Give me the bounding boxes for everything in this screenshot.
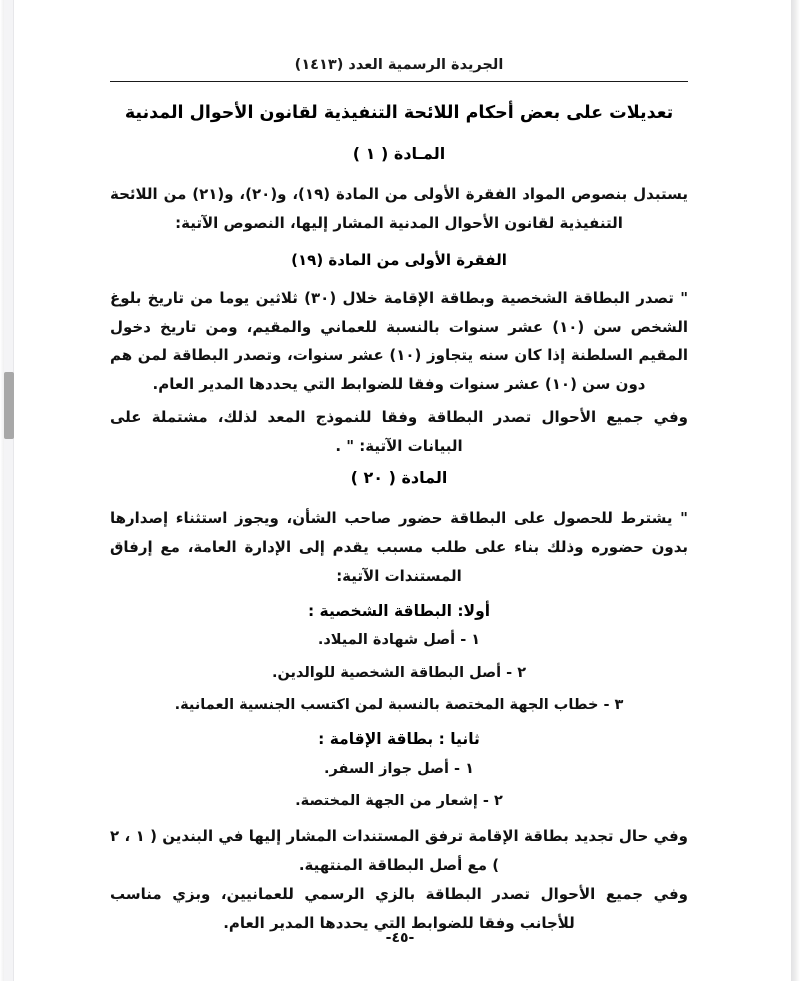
clause-19-body-continued: وفي جميع الأحوال تصدر البطاقة وفقا للنموذج المعد لذلك، مشتملة على البيانات الآتية: " . xyxy=(110,407,688,455)
personal-card-document-list xyxy=(110,629,688,716)
article-twenty-heading: المادة ( ٢٠ ) xyxy=(350,467,448,487)
vertical-scrollbar-track[interactable] xyxy=(4,0,14,981)
list-item: ١ - أصل جواز السفر. xyxy=(324,760,474,777)
section-label-residence-card: ثانيا : بطاقة الإقامة : xyxy=(318,729,480,748)
list-item: ٢ - إشعار من الجهة المختصة. xyxy=(295,792,503,809)
list-item: ١ - أصل شهادة الميلاد. xyxy=(317,632,481,649)
page-title: تعديلات على بعض أحكام اللائحة التنفيذية لقانون الأحوال المدنية xyxy=(124,103,674,124)
section-label-personal-card: أولا: البطاقة الشخصية : xyxy=(307,601,491,620)
running-head: الجريدة الرسمية العدد (١٤١٣) xyxy=(294,57,504,73)
page-number: -٤٥- xyxy=(385,930,415,946)
list-item: ٢ - أصل البطاقة الشخصية للوالدين. xyxy=(271,664,527,681)
residence-card-document-list xyxy=(110,758,688,813)
clause-19-body: " تصدر البطاقة الشخصية وبطاقة الإقامة خلال (٣٠) ثلاثين يوما من تاريخ بلوغ الشخص سن (١٠) عشر سنوات بالنسبة للعماني والمقيم، ومن تاريخ دخول المقيم السلطنة إذا كان سنه يتجاوز (١٠) عشر سنوات، وتصدر البطاقة لمن هم دون سن (١٠) عشر سنوات وفقا للضوابط التي يحددها المدير العام. xyxy=(110,288,689,394)
intro-paragraph: يستبدل بنصوص المواد الفقرة الأولى من المادة (١٩)، و(٢٠)، و(٢١) من اللائحة التنفيذية لقانون الأحوال المدنية المشار إليها، النصوص الآتية: xyxy=(110,185,688,232)
article-twenty-body: " يشترط للحصول على البطاقة حضور صاحب الشأن، ويجوز استثناء إصدارها بدون حضوره وذلك بناء على طلب مسبب يقدم إلى الإدارة العامة، مع إرفاق المستندات الآتية: xyxy=(110,509,688,585)
closing-paragraph-renewal: وفي حال تجديد بطاقة الإقامة ترفق المستندات المشار إليها في البندين ( ١ ، ٢ ) مع أصل البطاقة المنتهية. xyxy=(110,827,688,875)
list-item: ٣ - خطاب الجهة المختصة بالنسبة لمن اكتسب الجنسية العمانية. xyxy=(174,697,624,714)
closing-paragraph-dress-code: وفي جميع الأحوال تصدر البطاقة بالزي الرسمي للعمانيين، وبزي مناسب للأجانب وفقا للضوابط التي يحددها المدير العام. xyxy=(110,885,688,932)
header-rule xyxy=(110,81,688,82)
article-one-heading: المـادة ( ١ ) xyxy=(352,143,446,163)
closing-block xyxy=(110,822,688,937)
vertical-scrollbar-thumb[interactable] xyxy=(4,372,14,439)
clause-19-heading: الفقرة الأولى من المادة (١٩) xyxy=(291,250,507,269)
